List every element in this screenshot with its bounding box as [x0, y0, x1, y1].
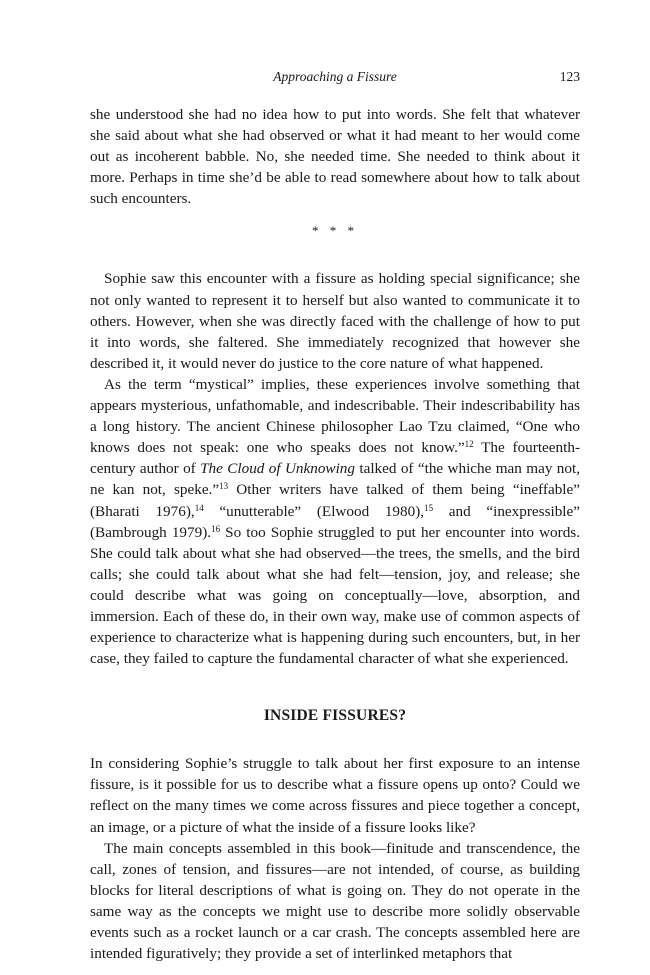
- text-segment: So too Sophie struggled to put her encounter into words. She could talk about what she had observed—the trees, the smells, and the bird calls; she could talk about what she had felt—tension, joy, and release; she could describe what was going on conceptually—love, absorption, and immersion. Each of these do, in their own way, make use of common aspects of experience to characterize what is happening during such encounters, but, in her case, they failed to capture the fundamental character of what she experienced.: [90, 523, 580, 668]
- text-segment: “unutterable” (Elwood 1980),: [203, 502, 425, 520]
- section-break: * * *: [312, 223, 358, 239]
- footnote-ref-16: 16: [211, 523, 221, 534]
- footnote-ref-12: 12: [464, 439, 474, 450]
- paragraph-sophie-encounter: Sophie saw this encounter with a fissure as holding special significance; she not only wanted to represent it to herself but also wanted to communicate it to others. However, when she was directly faced with the challenge of how to put it into words, she faltered. She immediately recognized that however she described it, it would never do justice to the core nature of what happened.: [90, 270, 580, 372]
- text-segment: As the term “mystical” implies, these experiences involve something that appears mysterious, unfathomable, and indescribable. Their indescribability has a long history. The ancient Chinese philosopher Lao Tzu claimed, “One who knows does not speak: one who speaks does not know.”: [90, 375, 580, 457]
- paragraph-inside-fissures: In considering Sophie’s struggle to talk about her first exposure to an intense fissure, is it possible for us to describe what a fissure opens up onto? Could we reflect on the many times we come across fissures and piece together a concept, an image, or a picture of what the inside of a fissure looks like?: [90, 755, 580, 836]
- text-segment: talked of “the whiche man may not, ne kan not, speke.”: [90, 460, 580, 499]
- footnote-ref-14: 14: [194, 502, 204, 513]
- running-title: Approaching a Fissure: [273, 69, 397, 84]
- text-segment: Other writers have talked of them being “ineffable” (Bharati 1976),: [90, 481, 580, 520]
- running-head: [90, 68, 580, 90]
- section-heading: INSIDE FISSURES?: [263, 707, 407, 725]
- page-number: 123: [559, 69, 580, 84]
- footnote-ref-15: 15: [424, 502, 434, 513]
- footnote-ref-13: 13: [219, 481, 229, 492]
- text-segment: The fourteenth-century author of: [90, 439, 580, 478]
- text-segment: and “inexpressible” (Bambrough 1979).: [90, 502, 580, 541]
- paragraph-continuation: she understood she had no idea how to put into words. She felt that whatever she said about what she had observed or what it had meant to her would come out as incoherent babble. No, she needed time. She needed to think about it more. Perhaps in time she’d be able to read somewhere about how to talk about such encounters.: [90, 106, 580, 208]
- paragraph-mystical: [90, 374, 580, 669]
- paragraph-main-concepts: The main concepts assembled in this book—finitude and transcendence, the call, zones of tension, and fissures—are not intended, of course, as building blocks for literal descriptions of what is going on. They do not operate in the same way as the concepts we might use to describe more solidly observable events such as a rocket launch or a car crash. The concepts assembled here are intended figuratively; they provide a set of interlinked metaphors that: [90, 839, 580, 963]
- book-page: [90, 68, 580, 964]
- book-title: The Cloud of Unknowing: [200, 460, 355, 478]
